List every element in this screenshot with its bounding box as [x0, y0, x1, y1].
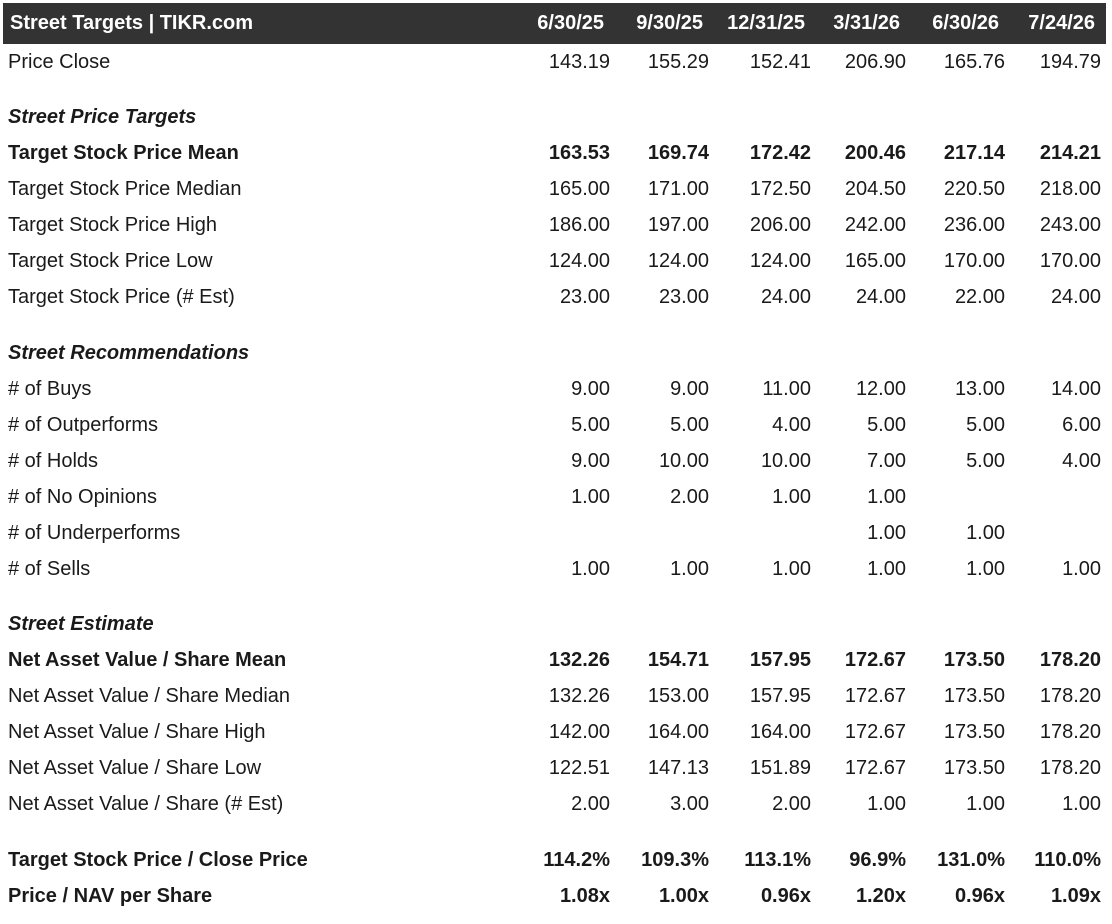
table-cell: 132.26 [548, 648, 610, 671]
table-cell: 1.20x [855, 884, 906, 907]
table-cell: 96.9% [849, 848, 906, 871]
table-cell: 172.67 [844, 720, 906, 743]
table-row [0, 718, 1112, 746]
table-title: Street Targets | TIKR.com [10, 12, 254, 34]
table-row [0, 139, 1112, 167]
table-cell: 214.21 [1039, 141, 1101, 164]
table-cell: 131.0% [937, 848, 1005, 871]
table-cell: 178.20 [1039, 684, 1101, 707]
table-cell: 172.42 [749, 141, 811, 164]
table-cell: 1.00x [658, 884, 709, 907]
table-row [0, 790, 1112, 818]
table-cell: 1.00 [966, 521, 1005, 544]
table-cell: 122.51 [548, 756, 610, 779]
table-cell: 23.00 [559, 285, 610, 308]
table-cell: 0.96x [954, 884, 1005, 907]
table-cell: 1.09x [1050, 884, 1101, 907]
table-row [0, 411, 1112, 439]
table-cell: 206.90 [844, 50, 906, 73]
table-cell: 143.19 [548, 50, 610, 73]
table-cell: 5.00 [966, 449, 1005, 472]
table-cell: 172.67 [844, 648, 906, 671]
table-cell: 157.95 [749, 648, 811, 671]
row-label: Price Close [8, 50, 111, 73]
table-header [3, 3, 1106, 44]
row-label: Target Stock Price (# Est) [8, 285, 235, 308]
table-cell: 173.50 [943, 720, 1005, 743]
table-row [0, 283, 1112, 311]
table-cell: 173.50 [943, 684, 1005, 707]
table-row [0, 555, 1112, 583]
table-cell: 178.20 [1039, 756, 1101, 779]
table-row [0, 247, 1112, 275]
column-header-date: 6/30/25 [537, 12, 604, 34]
table-row [0, 882, 1112, 910]
table-cell: 24.00 [1050, 285, 1101, 308]
table-cell: 22.00 [954, 285, 1005, 308]
row-label: Target Stock Price High [8, 213, 217, 236]
row-label: Target Stock Price / Close Price [8, 848, 308, 871]
table-cell: 169.74 [647, 141, 709, 164]
table-cell: 24.00 [760, 285, 811, 308]
table-cell: 1.00 [966, 792, 1005, 815]
section-heading [0, 103, 1112, 131]
table-row [0, 846, 1112, 874]
table-cell: 242.00 [844, 213, 906, 236]
table-cell: 1.00 [867, 521, 906, 544]
row-label: # of Buys [8, 377, 92, 400]
table-row [0, 211, 1112, 239]
row-label: # of Outperforms [8, 413, 159, 436]
section-heading [0, 610, 1112, 638]
table-cell: 2.00 [772, 792, 811, 815]
table-cell: 13.00 [954, 377, 1005, 400]
table-cell: 1.00 [772, 557, 811, 580]
row-label: Target Stock Price Low [8, 249, 213, 272]
row-label: Net Asset Value / Share Median [8, 684, 291, 707]
table-cell: 165.00 [548, 177, 610, 200]
table-cell: 153.00 [647, 684, 709, 707]
table-row [0, 175, 1112, 203]
table-cell: 7.00 [867, 449, 906, 472]
row-label: # of Holds [8, 449, 99, 472]
column-header-date: 3/31/26 [833, 12, 900, 34]
row-label: Net Asset Value / Share (# Est) [8, 792, 284, 815]
table-cell: 1.00 [867, 557, 906, 580]
table-row [0, 483, 1112, 511]
table-cell: 10.00 [658, 449, 709, 472]
table-cell: 14.00 [1050, 377, 1101, 400]
table-cell: 1.00 [670, 557, 709, 580]
row-label: # of Underperforms [8, 521, 181, 544]
table-cell: 157.95 [749, 684, 811, 707]
table-cell: 186.00 [548, 213, 610, 236]
table-cell: 1.00 [1062, 792, 1101, 815]
section-heading [0, 339, 1112, 367]
table-cell: 165.76 [943, 50, 1005, 73]
section-title: Street Price Targets [8, 105, 197, 128]
row-label: Target Stock Price Median [8, 177, 242, 200]
table-cell: 152.41 [749, 50, 811, 73]
section-title: Street Estimate [8, 612, 154, 635]
table-cell: 5.00 [670, 413, 709, 436]
table-cell: 147.13 [647, 756, 709, 779]
column-header-date: 6/30/26 [932, 12, 999, 34]
row-label: Net Asset Value / Share Mean [8, 648, 287, 671]
table-cell: 2.00 [670, 485, 709, 508]
table-cell: 0.96x [760, 884, 811, 907]
row-label: Net Asset Value / Share Low [8, 756, 262, 779]
table-cell: 170.00 [943, 249, 1005, 272]
section-title: Street Recommendations [8, 341, 250, 364]
row-label: # of No Opinions [8, 485, 157, 508]
table-cell: 178.20 [1039, 648, 1101, 671]
table-cell: 178.20 [1039, 720, 1101, 743]
table-cell: 132.26 [548, 684, 610, 707]
table-cell: 109.3% [641, 848, 709, 871]
table-cell: 217.14 [943, 141, 1005, 164]
table-cell: 172.67 [844, 756, 906, 779]
table-cell: 4.00 [1062, 449, 1101, 472]
table-cell: 1.00 [772, 485, 811, 508]
table-cell: 194.79 [1039, 50, 1101, 73]
table-cell: 9.00 [571, 449, 610, 472]
table-cell: 155.29 [647, 50, 709, 73]
table-cell: 3.00 [670, 792, 709, 815]
table-cell: 5.00 [966, 413, 1005, 436]
table-cell: 124.00 [548, 249, 610, 272]
column-header-date: 7/24/26 [1028, 12, 1095, 34]
table-cell: 165.00 [844, 249, 906, 272]
table-cell: 1.00 [966, 557, 1005, 580]
table-row [0, 519, 1112, 547]
table-cell: 171.00 [647, 177, 709, 200]
table-cell: 24.00 [855, 285, 906, 308]
row-label: Target Stock Price Mean [8, 141, 239, 164]
table-cell: 243.00 [1039, 213, 1101, 236]
table-cell: 154.71 [647, 648, 709, 671]
table-cell: 5.00 [867, 413, 906, 436]
table-cell: 1.00 [867, 485, 906, 508]
table-cell: 163.53 [548, 141, 610, 164]
table-row [0, 646, 1112, 674]
table-cell: 10.00 [760, 449, 811, 472]
table-cell: 113.1% [744, 848, 811, 871]
table-cell: 1.00 [571, 485, 610, 508]
row-label: # of Sells [8, 557, 91, 580]
table-cell: 4.00 [772, 413, 811, 436]
table-cell: 218.00 [1039, 177, 1101, 200]
table-cell: 1.00 [867, 792, 906, 815]
table-cell: 124.00 [647, 249, 709, 272]
table-cell: 204.50 [844, 177, 906, 200]
table-cell: 173.50 [943, 648, 1005, 671]
table-cell: 23.00 [658, 285, 709, 308]
table-cell: 1.08x [559, 884, 610, 907]
table-cell: 164.00 [749, 720, 811, 743]
table-cell: 110.0% [1034, 848, 1101, 871]
table-cell: 5.00 [571, 413, 610, 436]
table-row [0, 447, 1112, 475]
table-row [0, 682, 1112, 710]
table-row [0, 754, 1112, 782]
table-cell: 206.00 [749, 213, 811, 236]
table-cell: 172.50 [749, 177, 811, 200]
table-row [0, 375, 1112, 403]
table-cell: 197.00 [647, 213, 709, 236]
table-cell: 142.00 [548, 720, 610, 743]
table-cell: 151.89 [749, 756, 811, 779]
table-cell: 6.00 [1062, 413, 1101, 436]
column-header-date: 12/31/25 [727, 12, 805, 34]
table-cell: 124.00 [749, 249, 811, 272]
table-cell: 12.00 [855, 377, 906, 400]
row-label: Price / NAV per Share [8, 884, 213, 907]
table-cell: 172.67 [844, 684, 906, 707]
table-cell: 9.00 [670, 377, 709, 400]
table-cell: 170.00 [1039, 249, 1101, 272]
table-cell: 173.50 [943, 756, 1005, 779]
table-cell: 114.2% [543, 848, 610, 871]
table-cell: 2.00 [571, 792, 610, 815]
row-label: Net Asset Value / Share High [8, 720, 266, 743]
table-cell: 200.46 [844, 141, 906, 164]
table-cell: 11.00 [762, 377, 811, 400]
table-cell: 1.00 [1062, 557, 1101, 580]
table-cell: 9.00 [571, 377, 610, 400]
table-cell: 164.00 [647, 720, 709, 743]
table-cell: 236.00 [943, 213, 1005, 236]
table-cell: 1.00 [571, 557, 610, 580]
column-header-date: 9/30/25 [636, 12, 703, 34]
table-row [0, 48, 1112, 76]
table-cell: 220.50 [943, 177, 1005, 200]
